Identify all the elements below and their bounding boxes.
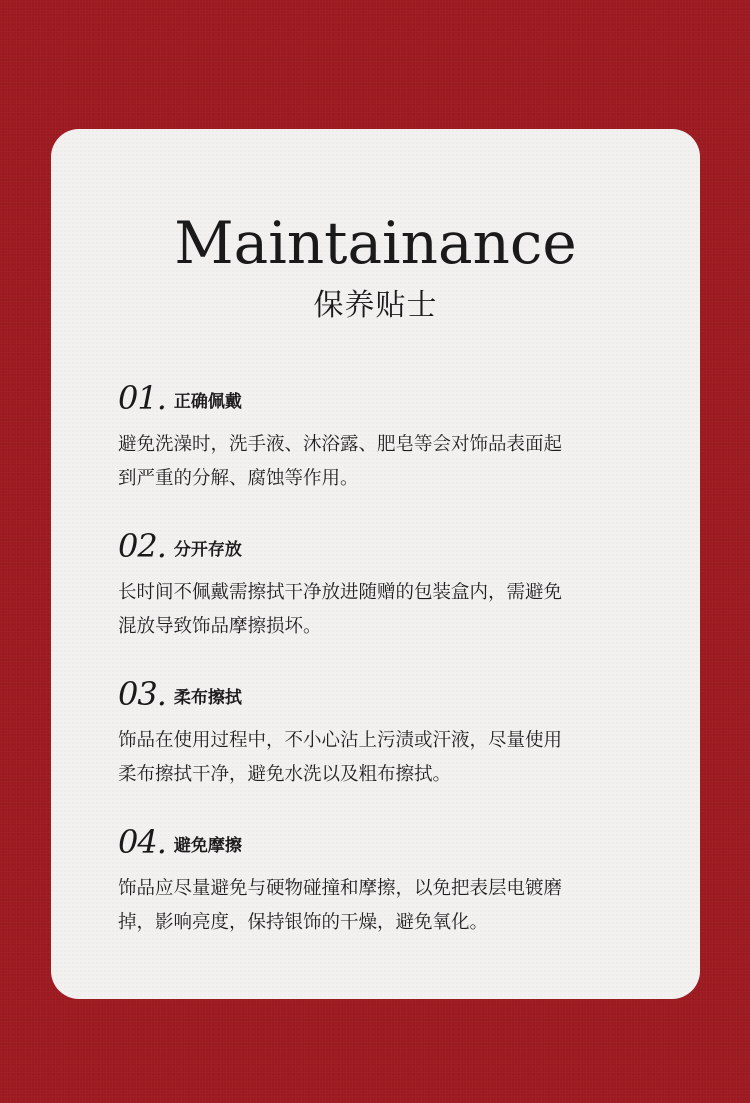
tip-body: 饰品应尽量避免与硬物碰撞和摩擦，以免把表层电镀磨 掉，影响亮度，保持银饰的干燥，避免氧化。 — [118, 878, 563, 933]
tip-title: 柔布擦拭 — [173, 688, 242, 708]
tip-body: 长时间不佩戴需擦拭干净放进随赠的包装盒内，需避免 混放导致饰品摩擦损坏。 — [118, 582, 563, 637]
tip-number: 04. — [118, 823, 166, 861]
tip-number: 02. — [118, 527, 166, 565]
tip-item-2 — [118, 524, 648, 644]
tip-header — [118, 524, 648, 564]
tip-body: 避免洗澡时，洗手液、沐浴露、肥皂等会对饰品表面起 到严重的分解、腐蚀等作用。 — [118, 434, 563, 489]
tip-header — [118, 376, 648, 416]
tip-item-3 — [118, 672, 648, 792]
tip-header — [118, 672, 648, 712]
page-subtitle: 保养贴士 — [313, 288, 438, 323]
page-title: Maintainance — [174, 209, 577, 277]
tip-number: 03. — [118, 675, 166, 713]
tip-title: 分开存放 — [173, 540, 242, 560]
tip-body: 饰品在使用过程中，不小心沾上污渍或汗液，尽量使用 柔布擦拭干净，避免水洗以及粗布擦拭。 — [118, 730, 563, 785]
tip-item-1 — [118, 376, 648, 496]
maintenance-card — [51, 129, 700, 999]
tip-number: 01. — [118, 379, 166, 417]
tip-title: 避免摩擦 — [173, 836, 242, 856]
tip-header — [118, 820, 648, 860]
tip-title: 正确佩戴 — [173, 392, 242, 412]
tip-item-4 — [118, 820, 648, 940]
